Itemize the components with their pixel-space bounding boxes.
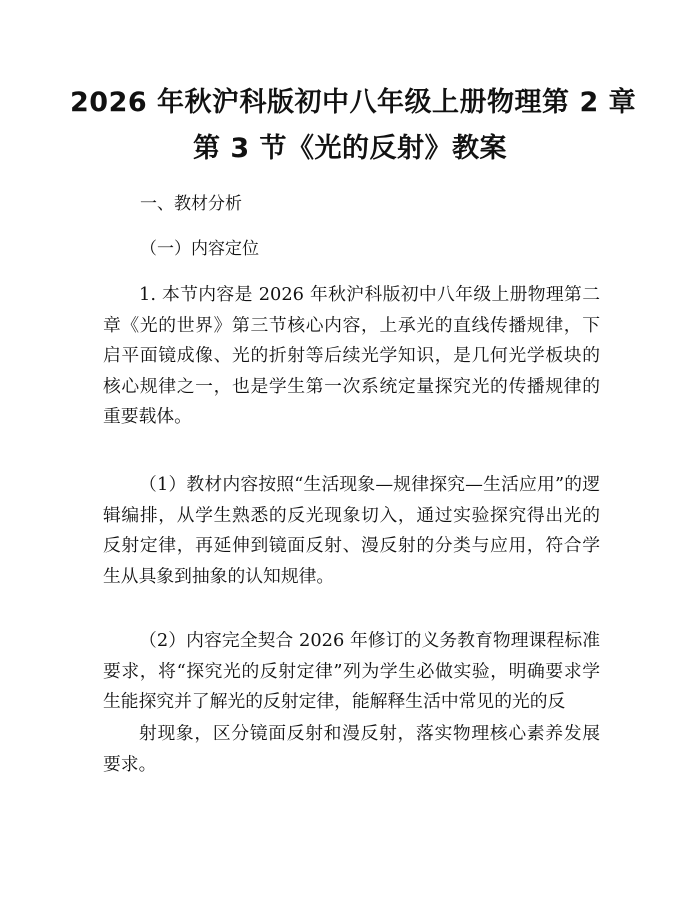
paragraph-content-arrangement: （1）教材内容按照“生活现象—规律探究—生活应用”的逻辑编排，从学生熟悉的反光现象切入，通过实验探究得出光的反射定律，再延伸到镜面反射、漫反射的分类与应用，符合学生从具象到抽象的认知规律。: [103, 474, 600, 587]
paragraph-curriculum-standard: （2）内容完全契合 2026 年修订的义务教育物理课程标准要求，将“探究光的反射定律”列为学生必做实验，明确要求学生能探究并了解光的反射定律，能解释生活中常见的光的反: [103, 630, 600, 712]
paragraph-content-overview: 1. 本节内容是 2026 年秋沪科版初中八年级上册物理第二章《光的世界》第三节核心内容，上承光的直线传播规律，下启平面镜成像、光的折射等后续光学知识，是几何光学板块的核心规律之一，也是学生第一次系统定量探究光的传播规律的重要载体。: [103, 284, 600, 427]
paragraph-curriculum-standard-continued: 射现象，区分镜面反射和漫反射，落实物理核心素养发展要求。: [103, 723, 600, 775]
section-heading-teaching-material-analysis: 一、教材分析: [140, 194, 242, 214]
document-title-line-2: 第 3 节《光的反射》教案: [192, 133, 508, 164]
document-title-line-1: 2026 年秋沪科版初中八年级上册物理第 2 章: [70, 87, 637, 118]
subsection-heading-content-positioning: （一）内容定位: [140, 239, 259, 259]
